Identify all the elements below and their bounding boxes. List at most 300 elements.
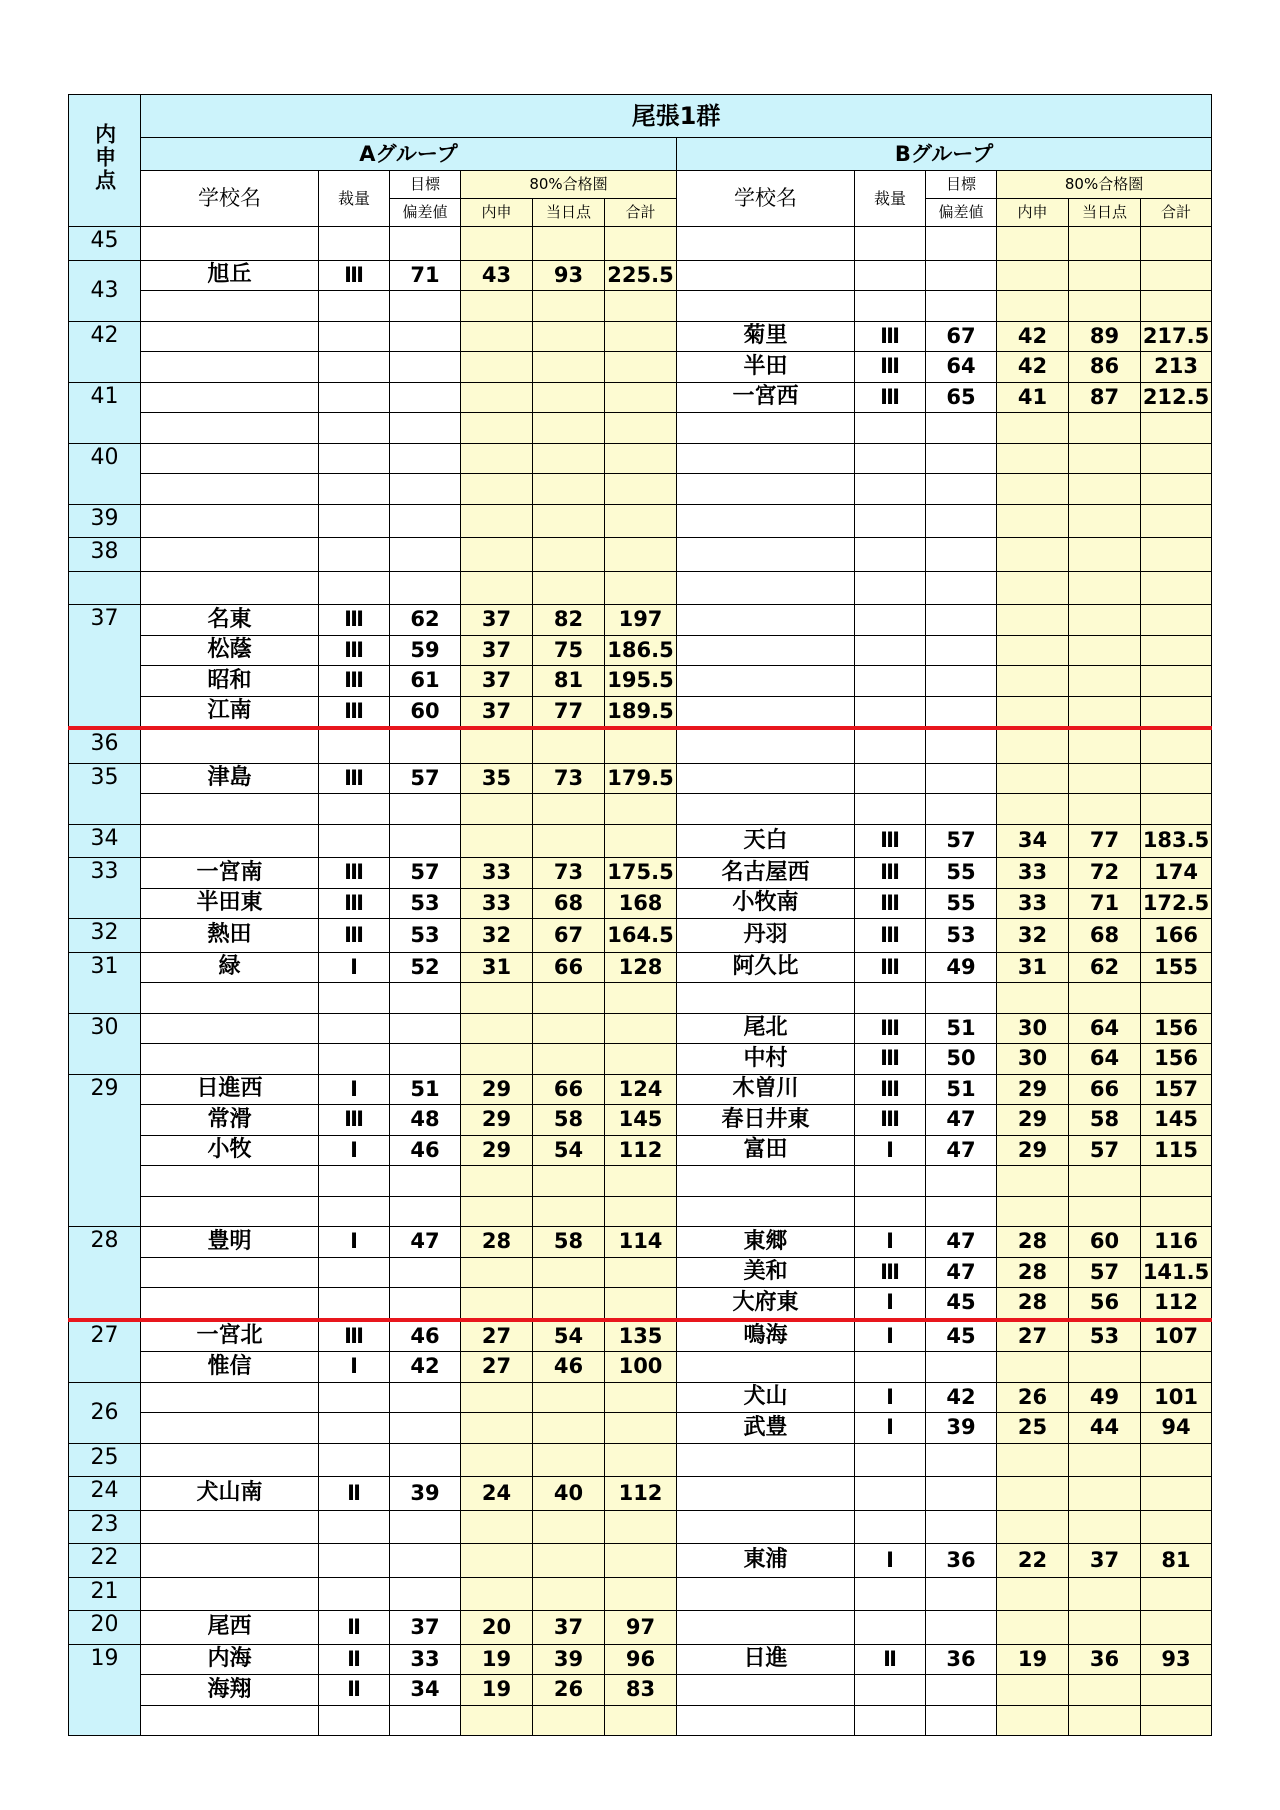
a-total: 97	[605, 1611, 677, 1645]
table-row	[69, 382, 1212, 413]
a-exam-score	[533, 382, 605, 413]
a-discretion: Ⅲ	[319, 919, 390, 953]
a-total	[605, 538, 677, 572]
b-target-deviation	[926, 260, 997, 291]
a-school-name	[141, 1443, 319, 1477]
table-row	[69, 1013, 1212, 1044]
b-naishin: 32	[997, 919, 1069, 953]
b-exam-score	[1069, 260, 1141, 291]
a-discretion: Ⅱ	[319, 1477, 390, 1511]
points-cell: 39	[69, 504, 141, 538]
points-cell: 45	[69, 227, 141, 261]
a-target-deviation: 52	[390, 952, 461, 983]
a-discretion-header: 裁量	[319, 171, 390, 227]
a-discretion	[319, 571, 390, 605]
a-total: 179.5	[605, 763, 677, 794]
b-naishin: 29	[997, 1074, 1069, 1105]
a-naishin	[461, 983, 533, 1014]
table-row	[69, 1288, 1212, 1320]
a-exam-score	[533, 291, 605, 322]
table-row	[69, 794, 1212, 825]
b-school-name	[677, 227, 855, 261]
b-exam-score: 86	[1069, 352, 1141, 383]
b-target-deviation: 47	[926, 1257, 997, 1288]
a-discretion	[319, 321, 390, 352]
a-naishin	[461, 824, 533, 858]
a-discretion: Ⅰ	[319, 952, 390, 983]
b-target-deviation	[926, 291, 997, 322]
b-total: 213	[1141, 352, 1212, 383]
b-total: 107	[1141, 1320, 1212, 1352]
table-row	[69, 413, 1212, 444]
b-exam-score: 87	[1069, 382, 1141, 413]
a-school-name: 半田東	[141, 888, 319, 919]
a-school-name-header: 学校名	[141, 171, 319, 227]
a-total: 186.5	[605, 635, 677, 666]
b-naishin: 25	[997, 1413, 1069, 1444]
a-exam-score	[533, 504, 605, 538]
b-target-deviation	[926, 1611, 997, 1645]
a-exam-score	[533, 1443, 605, 1477]
b-school-name: 一宮西	[677, 382, 855, 413]
table-row	[69, 1320, 1212, 1352]
table-row	[69, 1675, 1212, 1706]
b-discretion: Ⅲ	[855, 888, 926, 919]
a-school-name	[141, 1257, 319, 1288]
b-school-name	[677, 538, 855, 572]
b-exam-score	[1069, 728, 1141, 763]
a-school-name: 熱田	[141, 919, 319, 953]
a-target-deviation	[390, 382, 461, 413]
a-target-deviation	[390, 1166, 461, 1197]
a-naishin	[461, 352, 533, 383]
a-school-name	[141, 1166, 319, 1197]
a-total: 124	[605, 1074, 677, 1105]
b-total	[1141, 763, 1212, 794]
b-discretion	[855, 983, 926, 1014]
a-target-deviation: 46	[390, 1320, 461, 1352]
b-exam-score	[1069, 763, 1141, 794]
b-school-name: 小牧南	[677, 888, 855, 919]
a-naishin	[461, 1044, 533, 1075]
a-naishin: 19	[461, 1675, 533, 1706]
b-target-deviation	[926, 696, 997, 728]
a-exam-score	[533, 1196, 605, 1227]
a-discretion	[319, 291, 390, 322]
b-exam-score	[1069, 696, 1141, 728]
table-row	[69, 1705, 1212, 1736]
b-discretion	[855, 1577, 926, 1611]
b-target-deviation	[926, 538, 997, 572]
a-exam-score: 77	[533, 696, 605, 728]
b-exam-score: 36	[1069, 1644, 1141, 1675]
table-row	[69, 1257, 1212, 1288]
a-school-name: 惟信	[141, 1352, 319, 1383]
a-discretion	[319, 382, 390, 413]
b-exam-score	[1069, 635, 1141, 666]
table-row	[69, 635, 1212, 666]
b-total	[1141, 1611, 1212, 1645]
b-discretion	[855, 728, 926, 763]
b-discretion	[855, 538, 926, 572]
a-school-name: 日進西	[141, 1074, 319, 1105]
points-cell: 34	[69, 824, 141, 858]
a-school-name: 江南	[141, 696, 319, 728]
b-naishin-header: 内申	[997, 199, 1069, 227]
b-exam-score	[1069, 227, 1141, 261]
b-school-name	[677, 1352, 855, 1383]
a-discretion: Ⅲ	[319, 763, 390, 794]
a-total: 100	[605, 1352, 677, 1383]
table-row	[69, 474, 1212, 505]
a-exam-score: 58	[533, 1105, 605, 1136]
a-school-name	[141, 291, 319, 322]
a-naishin: 37	[461, 666, 533, 697]
b-discretion	[855, 227, 926, 261]
b-school-name: 名古屋西	[677, 858, 855, 889]
b-discretion	[855, 605, 926, 636]
a-naishin: 28	[461, 1227, 533, 1258]
a-discretion: Ⅰ	[319, 1227, 390, 1258]
b-naishin: 42	[997, 352, 1069, 383]
points-cell: 43	[69, 260, 141, 321]
b-exam-score	[1069, 1510, 1141, 1544]
a-total	[605, 1413, 677, 1444]
b-discretion: Ⅲ	[855, 858, 926, 889]
b-discretion	[855, 1705, 926, 1736]
b-total: 217.5	[1141, 321, 1212, 352]
b-discretion	[855, 1510, 926, 1544]
b-school-name	[677, 635, 855, 666]
b-discretion: Ⅲ	[855, 382, 926, 413]
b-discretion	[855, 1477, 926, 1511]
a-target-deviation	[390, 1013, 461, 1044]
b-exam-score	[1069, 1577, 1141, 1611]
a-total	[605, 1443, 677, 1477]
table-row	[69, 504, 1212, 538]
b-school-name	[677, 728, 855, 763]
points-cell: 33	[69, 858, 141, 919]
table-row	[69, 919, 1212, 953]
b-exam-score: 57	[1069, 1135, 1141, 1166]
a-target-deviation: 42	[390, 1352, 461, 1383]
b-total	[1141, 538, 1212, 572]
a-naishin	[461, 1413, 533, 1444]
b-target-deviation: 65	[926, 382, 997, 413]
a-school-name	[141, 983, 319, 1014]
a-exam-score	[533, 1166, 605, 1197]
a-school-name: 津島	[141, 763, 319, 794]
a-exam-score	[533, 1705, 605, 1736]
b-deviation-header: 偏差値	[926, 199, 997, 227]
b-target-deviation	[926, 1196, 997, 1227]
a-total: 195.5	[605, 666, 677, 697]
b-exam-score: 44	[1069, 1413, 1141, 1444]
b-total	[1141, 696, 1212, 728]
b-discretion: Ⅲ	[855, 1105, 926, 1136]
b-naishin: 33	[997, 858, 1069, 889]
a-naishin	[461, 1196, 533, 1227]
a-target-deviation	[390, 1382, 461, 1413]
b-discretion: Ⅲ	[855, 1044, 926, 1075]
b-discretion	[855, 504, 926, 538]
b-exam-score	[1069, 443, 1141, 474]
a-discretion	[319, 1443, 390, 1477]
b-target-deviation: 51	[926, 1074, 997, 1105]
points-cell: 23	[69, 1510, 141, 1544]
a-discretion: Ⅱ	[319, 1611, 390, 1645]
b-target-deviation	[926, 1577, 997, 1611]
a-discretion: Ⅲ	[319, 858, 390, 889]
a-target-deviation	[390, 413, 461, 444]
a-exam-score: 26	[533, 1675, 605, 1706]
ranking-sheet	[68, 94, 1210, 1736]
points-cell: 32	[69, 919, 141, 953]
a-exam-score: 66	[533, 1074, 605, 1105]
a-naishin	[461, 1013, 533, 1044]
a-school-name: 内海	[141, 1644, 319, 1675]
a-naishin	[461, 1257, 533, 1288]
b-school-name	[677, 696, 855, 728]
a-school-name	[141, 443, 319, 474]
a-total	[605, 1257, 677, 1288]
b-exam-score: 53	[1069, 1320, 1141, 1352]
a-total	[605, 1577, 677, 1611]
a-naishin	[461, 1510, 533, 1544]
b-discretion: Ⅲ	[855, 952, 926, 983]
a-exam-score: 54	[533, 1320, 605, 1352]
points-cell	[69, 571, 141, 605]
a-target-deviation: 59	[390, 635, 461, 666]
b-target-deviation: 55	[926, 888, 997, 919]
b-total: 155	[1141, 952, 1212, 983]
table-row	[69, 291, 1212, 322]
b-naishin	[997, 1510, 1069, 1544]
table-row	[69, 1044, 1212, 1075]
b-target-deviation: 49	[926, 952, 997, 983]
a-exam-score	[533, 571, 605, 605]
b-discretion: Ⅲ	[855, 824, 926, 858]
b-school-name	[677, 605, 855, 636]
a-total	[605, 728, 677, 763]
a-target-deviation: 60	[390, 696, 461, 728]
a-discretion	[319, 1013, 390, 1044]
b-target-deviation	[926, 983, 997, 1014]
a-exam-score	[533, 321, 605, 352]
table-row	[69, 1611, 1212, 1645]
b-total	[1141, 291, 1212, 322]
a-naishin	[461, 728, 533, 763]
a-naishin	[461, 504, 533, 538]
a-total: 96	[605, 1644, 677, 1675]
a-school-name	[141, 1413, 319, 1444]
b-school-name: 大府東	[677, 1288, 855, 1320]
b-school-name	[677, 1477, 855, 1511]
b-discretion: Ⅲ	[855, 1074, 926, 1105]
b-school-name	[677, 1443, 855, 1477]
b-school-name: 天白	[677, 824, 855, 858]
a-exam-score: 37	[533, 1611, 605, 1645]
a-naishin	[461, 413, 533, 444]
a-exam-score	[533, 983, 605, 1014]
a-exam-score	[533, 443, 605, 474]
b-school-name	[677, 666, 855, 697]
b-total: 156	[1141, 1044, 1212, 1075]
table-row	[69, 1105, 1212, 1136]
b-total	[1141, 260, 1212, 291]
table-row	[69, 352, 1212, 383]
a-total	[605, 352, 677, 383]
a-target-deviation	[390, 824, 461, 858]
a-total: 112	[605, 1477, 677, 1511]
a-exam-score	[533, 1577, 605, 1611]
b-naishin	[997, 794, 1069, 825]
a-total	[605, 571, 677, 605]
b-exam-score: 49	[1069, 1382, 1141, 1413]
table-row	[69, 227, 1212, 261]
b-total	[1141, 571, 1212, 605]
b-discretion: Ⅰ	[855, 1320, 926, 1352]
a-total	[605, 321, 677, 352]
a-discretion: Ⅲ	[319, 696, 390, 728]
b-exam-score: 64	[1069, 1044, 1141, 1075]
a-total	[605, 1196, 677, 1227]
b-school-name-header: 学校名	[677, 171, 855, 227]
a-exam-score	[533, 227, 605, 261]
b-total	[1141, 413, 1212, 444]
b-target-deviation	[926, 794, 997, 825]
table-row	[69, 1443, 1212, 1477]
a-discretion	[319, 1196, 390, 1227]
b-exam-score: 89	[1069, 321, 1141, 352]
table-row	[69, 983, 1212, 1014]
b-naishin: 42	[997, 321, 1069, 352]
b-target-deviation: 51	[926, 1013, 997, 1044]
table-row	[69, 1544, 1212, 1578]
b-target-deviation	[926, 504, 997, 538]
a-target-deviation	[390, 571, 461, 605]
b-target-deviation	[926, 1510, 997, 1544]
points-cell: 30	[69, 1013, 141, 1074]
a-total	[605, 824, 677, 858]
b-target-deviation: 55	[926, 858, 997, 889]
a-exam-score: 75	[533, 635, 605, 666]
b-discretion	[855, 794, 926, 825]
points-cell: 20	[69, 1611, 141, 1645]
a-discretion	[319, 824, 390, 858]
b-total: 93	[1141, 1644, 1212, 1675]
a-target-deviation	[390, 504, 461, 538]
b-discretion	[855, 1443, 926, 1477]
b-target-deviation	[926, 413, 997, 444]
b-discretion	[855, 443, 926, 474]
b-exam-score: 64	[1069, 1013, 1141, 1044]
b-naishin	[997, 696, 1069, 728]
a-total	[605, 227, 677, 261]
b-naishin: 31	[997, 952, 1069, 983]
b-naishin	[997, 605, 1069, 636]
a-target-deviation: 47	[390, 1227, 461, 1258]
points-cell: 29	[69, 1074, 141, 1227]
b-naishin: 19	[997, 1644, 1069, 1675]
a-school-name	[141, 352, 319, 383]
table-row	[69, 824, 1212, 858]
b-exam-score	[1069, 1611, 1141, 1645]
a-exam-score: 66	[533, 952, 605, 983]
a-exam-score: 82	[533, 605, 605, 636]
b-naishin: 28	[997, 1227, 1069, 1258]
a-discretion	[319, 1510, 390, 1544]
points-cell: 19	[69, 1644, 141, 1736]
a-total	[605, 504, 677, 538]
a-naishin	[461, 227, 533, 261]
b-exam-score	[1069, 1196, 1141, 1227]
a-naishin: 35	[461, 763, 533, 794]
b-discretion: Ⅰ	[855, 1288, 926, 1320]
b-school-name: 鳴海	[677, 1320, 855, 1352]
a-exam-score	[533, 1288, 605, 1320]
a-naishin	[461, 1288, 533, 1320]
a-target-deviation	[390, 474, 461, 505]
a-total	[605, 1510, 677, 1544]
a-school-name	[141, 1577, 319, 1611]
a-naishin: 27	[461, 1352, 533, 1383]
table-row	[69, 1135, 1212, 1166]
a-naishin	[461, 1705, 533, 1736]
b-naishin	[997, 1611, 1069, 1645]
a-target-deviation: 53	[390, 919, 461, 953]
b-discretion: Ⅰ	[855, 1382, 926, 1413]
b-discretion	[855, 763, 926, 794]
table-row	[69, 1227, 1212, 1258]
b-school-name: 東郷	[677, 1227, 855, 1258]
a-school-name	[141, 1044, 319, 1075]
a-discretion: Ⅲ	[319, 260, 390, 291]
b-target-deviation: 50	[926, 1044, 997, 1075]
b-total	[1141, 1705, 1212, 1736]
a-school-name: 昭和	[141, 666, 319, 697]
b-school-name	[677, 474, 855, 505]
a-exam-score: 40	[533, 1477, 605, 1511]
a-naishin: 31	[461, 952, 533, 983]
b-target-deviation: 67	[926, 321, 997, 352]
a-target-deviation: 53	[390, 888, 461, 919]
b-naishin	[997, 538, 1069, 572]
b-school-name	[677, 983, 855, 1014]
a-target-deviation: 39	[390, 1477, 461, 1511]
b-discretion	[855, 413, 926, 444]
b-naishin	[997, 728, 1069, 763]
a-naishin	[461, 1166, 533, 1197]
table-row	[69, 888, 1212, 919]
b-total: 101	[1141, 1382, 1212, 1413]
b-discretion	[855, 666, 926, 697]
a-naishin: 24	[461, 1477, 533, 1511]
a-total	[605, 1544, 677, 1578]
b-target-deviation	[926, 1166, 997, 1197]
a-exam-score	[533, 413, 605, 444]
a-exam-score	[533, 728, 605, 763]
b-naishin	[997, 1577, 1069, 1611]
a-target-deviation: 51	[390, 1074, 461, 1105]
b-school-name	[677, 260, 855, 291]
b-school-name	[677, 1577, 855, 1611]
table-row	[69, 1074, 1212, 1105]
a-total: 83	[605, 1675, 677, 1706]
b-school-name: 美和	[677, 1257, 855, 1288]
ranking-body	[69, 227, 1212, 1736]
a-target-deviation	[390, 794, 461, 825]
